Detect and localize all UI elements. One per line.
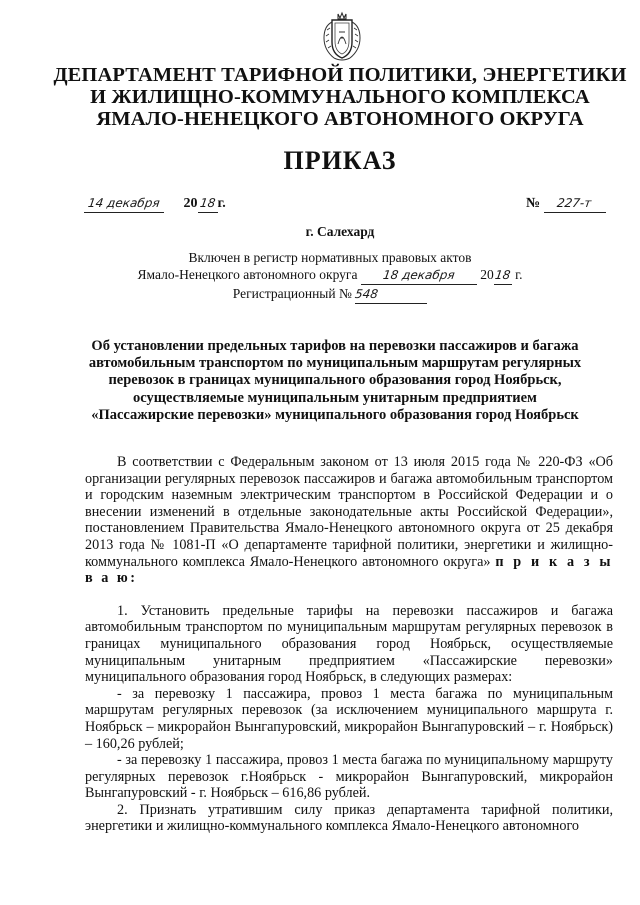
- registry-handwritten-year: 18: [494, 268, 512, 282]
- preamble-paragraph: [85, 454, 613, 587]
- item-1-tariff-a: - за перевозку 1 пассажира, провоз 1 места багажа по муниципальным маршрутам регулярных перевозок (за исключением муниципального маршрута г. Ноябрьск – микрорайон Вынгапуровский, микрорайон Вынгапуровский – г. Ноябрьск) – 160,26 рублей;: [85, 685, 613, 752]
- registry-line-1: Включен в регистр нормативных правовых актов: [188, 250, 472, 265]
- handwritten-year: 18: [198, 196, 217, 210]
- order-number: [526, 196, 606, 218]
- preamble-command: п р и к а з ы в а ю:: [85, 553, 613, 587]
- year-prefix: 20: [183, 196, 198, 211]
- department-line: И ЖИЛИЩНО-КОММУНАЛЬНОГО КОМПЛЕКСА: [90, 86, 590, 108]
- department-line: ДЕПАРТАМЕНТ ТАРИФНОЙ ПОЛИТИКИ, ЭНЕРГЕТИКИ: [53, 64, 627, 86]
- order-body: [85, 454, 613, 835]
- registry-stamp: [60, 249, 600, 304]
- yamal-nenets-coat-of-arms-icon: [318, 8, 366, 64]
- item-2: 2. Признать утратившим силу приказ департамента тарифной политики, энергетики и жилищно-коммунального комплекса Ямало-Ненецкого автономного: [85, 801, 613, 835]
- city: г. Салехард: [305, 224, 375, 239]
- handwritten-date: 14 декабря: [87, 196, 161, 210]
- item-1-tariff-b: - за перевозку 1 пассажира, провоз 1 места багажа по муниципальному маршруту регулярных перевозок г.Ноябрьск - микрорайон Вынгапуровский, микрорайон Вынгапуровский - г. Ноябрьск – 616,86 рублей.: [85, 752, 613, 802]
- registry-year-prefix: 20: [480, 267, 494, 282]
- year-suffix: г.: [217, 196, 226, 211]
- registry-region-label: Ямало-Ненецкого автономного округа: [137, 267, 358, 282]
- item-1: 1. Установить предельные тарифы на перевозки пассажиров и багажа автомобильным транспортом по муниципальным маршрутам регулярных перевозок в границах муниципального образования город Ноябрьск, осуществляемые муниципальным унитарным предприятием «Пассажирские перевозки» муниципального образования город Ноябрьск, в следующих размерах:: [85, 602, 613, 686]
- department-line: ЯМАЛО-НЕНЕЦКОГО АВТОНОМНОГО ОКРУГА: [96, 108, 584, 130]
- order-date: [84, 196, 226, 218]
- preamble-text: В соответствии с Федеральным законом от 13 июля 2015 года № 220-ФЗ «Об организации регулярных перевозок пассажиров и багажа автомобильным транспортом и городским наземным электрическим транспортом в Российской Федерации и о внесении изменений в отдельные законодательные акты Российской Федерации», постановлением Правительства Ямало-Ненецкого автономного округа от 25 декабря 2013 года № 1081-П «О департаменте тарифной политики, энергетики и жилищно-коммунального комплекса Ямало-Ненецкого автономного округа»: [85, 454, 613, 570]
- registry-line-3: [60, 285, 600, 304]
- number-label: №: [526, 196, 541, 211]
- document-type-title: ПРИКАЗ: [283, 146, 397, 175]
- department-name: [40, 64, 640, 130]
- order-subject-heading: Об установлении предельных тарифов на перевозки пассажиров и багажа автомобильным транспортом по муниципальным маршрутам регулярных перевозок в границах муниципального образования город Ноябрьск, осуществляемые муниципальным унитарным предприятием «Пассажирские перевозки» муниципального образования город Ноябрьск: [88, 338, 582, 423]
- registry-number-label: Регистрационный №: [232, 286, 352, 301]
- registry-handwritten-date: 18 декабря: [382, 268, 456, 282]
- registry-year-suffix: г.: [515, 267, 523, 282]
- registry-line-2: [60, 266, 600, 285]
- handwritten-number: 227-т: [556, 196, 593, 210]
- registry-handwritten-number: 548: [354, 287, 380, 301]
